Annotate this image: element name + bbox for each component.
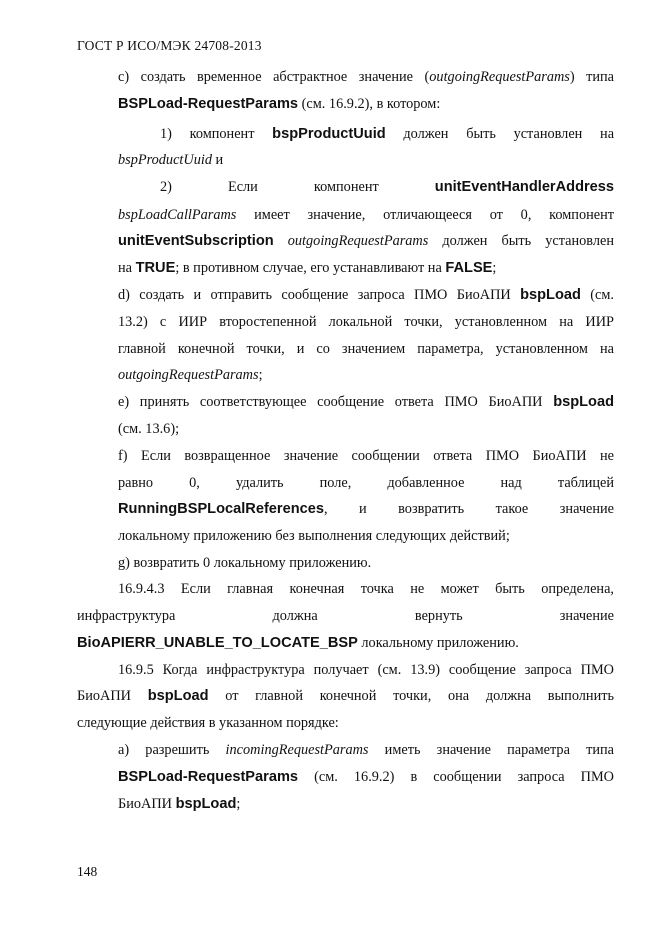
text: на (118, 260, 136, 276)
text: удалить (235, 475, 284, 491)
text: значение, (307, 207, 366, 223)
text: ) типа (569, 69, 615, 85)
text-line (160, 124, 614, 144)
text: возвратить (398, 501, 465, 517)
text-line (160, 177, 614, 197)
identifier: unitEventHandlerAddress (434, 179, 615, 195)
text-line: 16.9.5 Когда инфраструктура получает (см. 13.9) сообщение запроса ПМО (118, 662, 614, 678)
variable: bspLoadCallParams (118, 207, 237, 223)
identifier: bspProductUuid (272, 126, 386, 142)
text: БиоАПИ (118, 796, 176, 812)
text: , (323, 501, 328, 517)
text: (см. 16.9.2), в котором: (298, 96, 441, 112)
text-line: f) Если возвращенное значение сообщении ответа ПМО БиоАПИ не (118, 448, 614, 464)
text: имеет (254, 207, 290, 223)
text-line (118, 150, 223, 170)
identifier: bspLoad (147, 688, 209, 704)
variable: outgoingRequestParams (429, 69, 570, 85)
text: (см. 16.9.2) в сообщении запроса ПМО (298, 769, 614, 785)
text: 0, (520, 207, 532, 223)
text: должна (272, 608, 318, 624)
identifier: BioAPIERR_UNABLE_TO_LOCATE_BSP (77, 635, 358, 651)
text: значение (559, 608, 615, 624)
text: 0, (189, 475, 200, 491)
text-line (118, 231, 614, 251)
text-line (77, 633, 519, 653)
text: компонент (313, 179, 379, 195)
page-number: 148 (77, 864, 98, 879)
text-line (118, 67, 614, 87)
text: иметь значение параметра типа (368, 742, 614, 758)
text-line: 13.2) с ИИР второстепенной локальной точки, установленном на ИИР (118, 314, 614, 330)
text: добавленное (387, 475, 465, 491)
text: равно (118, 475, 154, 491)
text: инфраструктура (77, 608, 176, 624)
text: вернуть (414, 608, 463, 624)
text: ; (492, 260, 497, 276)
variable: incomingRequestParams (225, 742, 369, 758)
text: (см. (580, 287, 614, 303)
text-line (77, 686, 614, 706)
text-line: локальному приложению без выполнения следующих действий; (118, 528, 510, 544)
text: поле, (319, 475, 352, 491)
text: таблицей (557, 475, 615, 491)
text-line (118, 392, 614, 412)
text: d) создать и отправить сообщение запроса ПМО БиоАПИ (118, 287, 521, 303)
text-line (118, 205, 614, 225)
text-line (77, 606, 614, 626)
text: и (211, 152, 224, 168)
text: e) принять соответствующее сообщение ответа ПМО БиоАПИ (118, 394, 554, 410)
text: 1) компонент (160, 126, 255, 142)
identifier: FALSE (445, 260, 493, 276)
identifier: bspLoad (520, 287, 581, 303)
text: такое (495, 501, 529, 517)
text-line (118, 767, 614, 787)
text: значение (559, 501, 615, 517)
variable: outgoingRequestParams (287, 233, 429, 249)
text: на (600, 126, 615, 142)
identifier: unitEventSubscription (118, 233, 274, 249)
variable: bspProductUuid (118, 152, 212, 168)
text-line (118, 94, 440, 114)
text: и (359, 501, 367, 517)
text: должен (403, 126, 449, 142)
variable: outgoingRequestParams (118, 367, 259, 383)
text: отличающееся (383, 207, 472, 223)
text-line: следующие действия в указанном порядке: (77, 715, 339, 731)
text-line (118, 499, 614, 519)
text-line: главной конечной точки, и со значением параметра, установленном на (118, 341, 614, 357)
text-line (118, 285, 614, 305)
identifier: RunningBSPLocalReferences (118, 501, 324, 517)
identifier: BSPLoad-RequestParams (118, 769, 299, 785)
identifier: TRUE (135, 260, 176, 276)
text: ; (258, 367, 263, 383)
text: a) разрешить (118, 742, 226, 758)
text-line (118, 473, 614, 493)
identifier: bspLoad (175, 796, 237, 812)
text: от главной конечной точки, она должна выполнить (208, 688, 614, 704)
text-line: g) возвратить 0 локальному приложению. (118, 555, 372, 571)
document-header: ГОСТ Р ИСО/МЭК 24708-2013 (77, 38, 262, 53)
text: от (489, 207, 503, 223)
text-line (118, 258, 496, 278)
text: компонент (549, 207, 614, 223)
text: c) создать временное абстрактное значение ( (118, 69, 430, 85)
text: над (500, 475, 522, 491)
text-line (118, 740, 614, 760)
text-line (118, 365, 263, 385)
text-line: 16.9.4.3 Если главная конечная точка не может быть определена, (118, 581, 614, 597)
text-line (118, 794, 240, 814)
text: локальному приложению. (357, 635, 519, 651)
text: БиоАПИ (77, 688, 148, 704)
text-line: (см. 13.6); (118, 421, 180, 437)
text: быть (466, 126, 496, 142)
text: должен быть установлен (428, 233, 614, 249)
identifier: bspLoad (553, 394, 614, 410)
text: ; в противном случае, его устанавливают на (175, 260, 446, 276)
text: ; (236, 796, 241, 812)
text: установлен (513, 126, 583, 142)
identifier: BSPLoad-RequestParams (118, 96, 299, 112)
text: 2) Если (160, 179, 258, 195)
